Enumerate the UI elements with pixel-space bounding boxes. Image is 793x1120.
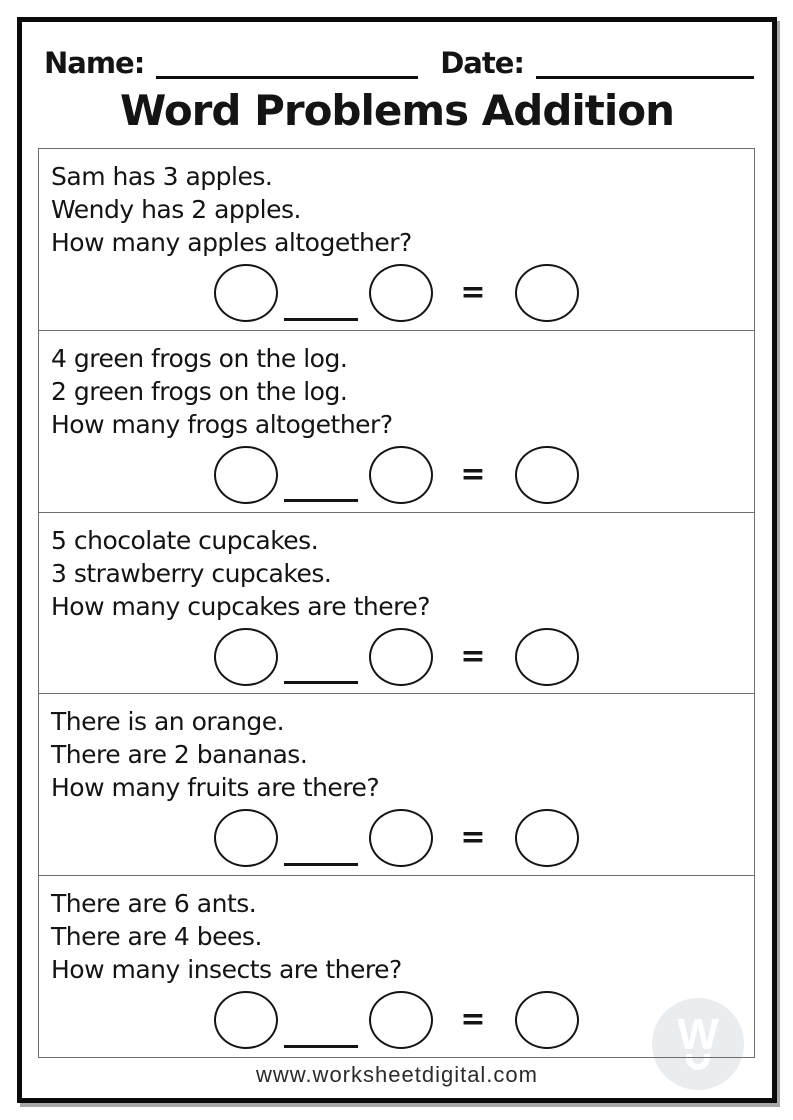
equals-sign: = — [460, 638, 486, 674]
problem-line: There are 2 bananas. — [51, 740, 308, 770]
problem-line: How many insects are there? — [51, 955, 402, 985]
first-addend-circle[interactable] — [214, 628, 278, 686]
problem-line: 5 chocolate cupcakes. — [51, 525, 319, 555]
sum-circle[interactable] — [515, 264, 579, 322]
name-label: Name: — [44, 46, 145, 80]
problem-line: 4 green frogs on the log. — [51, 343, 348, 373]
date-label: Date: — [440, 46, 524, 80]
operator-blank-line[interactable] — [284, 499, 358, 502]
problem-row-5 — [39, 875, 754, 1057]
second-addend-circle[interactable] — [369, 991, 433, 1049]
first-addend-circle[interactable] — [214, 446, 278, 504]
header — [44, 36, 754, 80]
problem-line: There are 4 bees. — [51, 922, 262, 952]
second-addend-circle[interactable] — [369, 264, 433, 322]
equation-row — [51, 446, 754, 504]
second-addend-circle[interactable] — [369, 809, 433, 867]
problem-line: Wendy has 2 apples. — [51, 195, 301, 224]
first-addend-circle[interactable] — [214, 991, 278, 1049]
problem-line: 3 strawberry cupcakes. — [51, 558, 332, 588]
problem-line: 2 green frogs on the log. — [51, 376, 348, 406]
problem-row-2 — [39, 330, 754, 512]
problem-line: There are 6 ants. — [51, 889, 257, 919]
problem-row-4 — [39, 693, 754, 875]
first-addend-circle[interactable] — [214, 264, 278, 322]
name-fill-line[interactable] — [156, 45, 418, 79]
date-fill-line[interactable] — [536, 45, 754, 79]
operator-blank-line[interactable] — [284, 1045, 358, 1048]
sum-circle[interactable] — [515, 809, 579, 867]
problem-row-1 — [39, 149, 754, 330]
problems-table — [38, 148, 755, 1058]
sum-circle[interactable] — [515, 991, 579, 1049]
equals-sign: = — [460, 820, 486, 856]
equation-row — [51, 809, 754, 867]
page-title: Word Problems Addition — [119, 86, 675, 135]
sum-circle[interactable] — [515, 628, 579, 686]
problem-line: How many fruits are there? — [51, 773, 380, 803]
equals-sign: = — [460, 456, 486, 492]
problem-line: There is an orange. — [51, 707, 285, 737]
operator-blank-line[interactable] — [284, 318, 358, 321]
sum-circle[interactable] — [515, 446, 579, 504]
problem-row-3 — [39, 512, 754, 694]
problem-line: How many apples altogether? — [51, 228, 412, 257]
second-addend-circle[interactable] — [369, 446, 433, 504]
equals-sign: = — [460, 275, 486, 310]
equals-sign: = — [460, 1002, 486, 1038]
problem-line: How many frogs altogether? — [51, 409, 393, 439]
operator-blank-line[interactable] — [284, 863, 358, 866]
page-frame — [17, 17, 777, 1103]
second-addend-circle[interactable] — [369, 628, 433, 686]
operator-blank-line[interactable] — [284, 681, 358, 684]
equation-row — [51, 628, 754, 686]
watermark-w-letter: W — [677, 1009, 719, 1059]
problem-line: Sam has 3 apples. — [51, 162, 273, 191]
first-addend-circle[interactable] — [214, 809, 278, 867]
equation-row — [51, 264, 754, 322]
footer-url: www.worksheetdigital.com — [256, 1062, 538, 1087]
equation-row — [51, 991, 754, 1049]
problem-line: How many cupcakes are there? — [51, 591, 430, 621]
